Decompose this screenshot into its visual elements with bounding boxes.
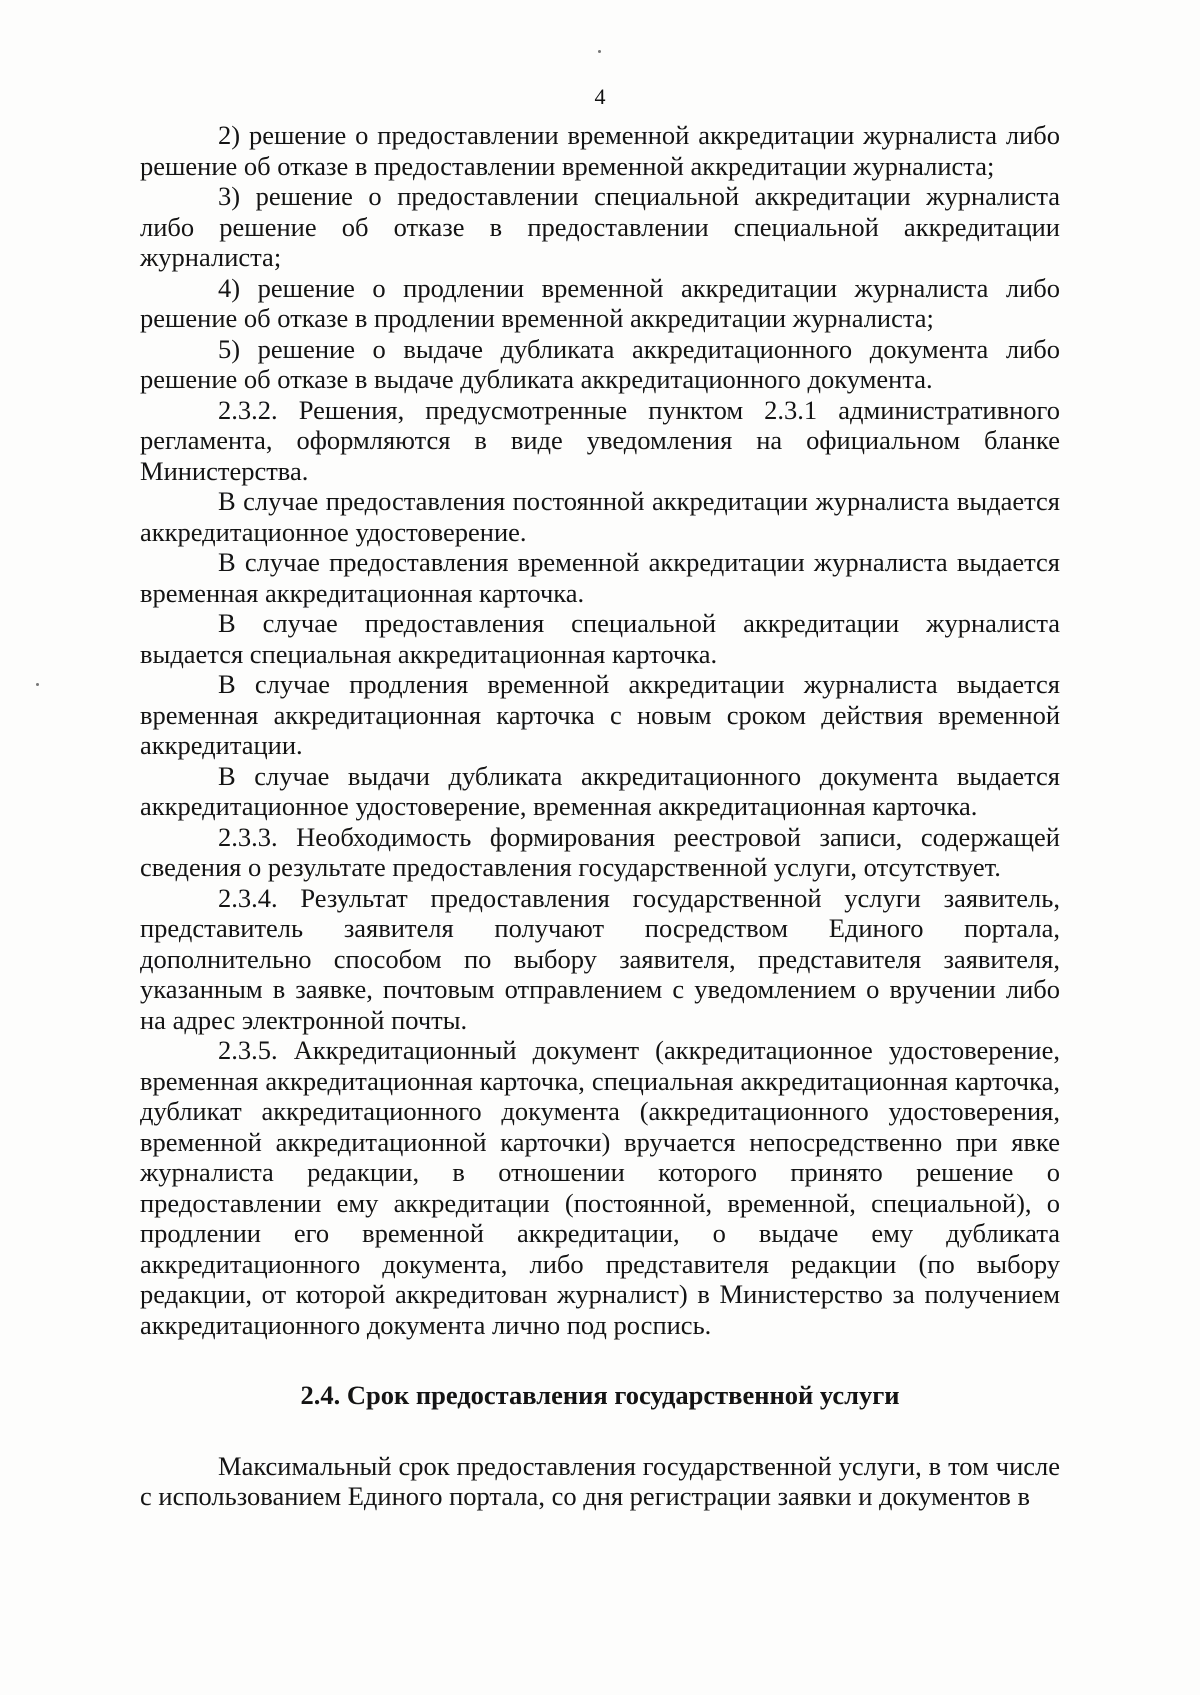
list-item-3: 3) решение о предоставлении специальной аккредитации журналиста либо решение об отказе в предоставлении специальной аккредитации журналиста; (140, 181, 1060, 272)
paragraph-temporary-accreditation: В случае предоставления временной аккредитации журналиста выдается временная аккредитационная карточка. (140, 547, 1060, 608)
document-body (140, 120, 1060, 1512)
list-item-2: 2) решение о предоставлении временной аккредитации журналиста либо решение об отказе в предоставлении временной аккредитации журналиста; (140, 120, 1060, 181)
list-item-4: 4) решение о продлении временной аккредитации журналиста либо решение об отказе в продлении временной аккредитации журналиста; (140, 272, 1060, 333)
scan-speck (36, 683, 39, 686)
clause-2-3-4: 2.3.4. Результат предоставления государственной услуги заявитель, представитель заявителя получают посредством Единого портала, дополнительно способом по выбору заявителя, представителя заявителя, указанным в заявке, почтовым отправлением с уведомлением о вручении либо на адрес электронной почты. (140, 882, 1060, 1035)
list-item-5: 5) решение о выдаче дубликата аккредитационного документа либо решение об отказе в выдаче дубликата аккредитационного документа. (140, 333, 1060, 394)
page-number: 4 (594, 84, 606, 109)
clause-2-3-2: 2.3.2. Решения, предусмотренные пунктом 2.3.1 административного регламента, оформляются в виде уведомления на официальном бланке Министерства. (140, 394, 1060, 486)
paragraph-extension: В случае продления временной аккредитации журналиста выдается временная аккредитационная карточка с новым сроком действия временной аккредитации. (140, 669, 1060, 760)
clause-2-3-5: 2.3.5. Аккредитационный документ (аккредитационное удостоверение, временная аккредитационная карточка, специальная аккредитационная карточка, дубликат аккредитационного документа (аккредитационного удостоверения, временной аккредитационной карточки) вручается непосредственно при явке журналиста редакции, в отношении которого принято решение о предоставлении ему аккредитации (постоянной, временной, специальной), о продлении его временной аккредитации, о выдаче ему дубликата аккредитационного документа, либо представителя редакции (по выбору редакции, от которой аккредитован журналист) в Министерство за получением аккредитационного документа лично под роспись. (140, 1035, 1060, 1340)
closing-paragraph: Максимальный срок предоставления государственной услуги, в том числе с использованием Единого портала, со дня регистрации заявки и документов в (140, 1450, 1060, 1511)
section-heading: 2.4. Срок предоставления государственной услуги (300, 1380, 900, 1410)
clause-2-3-3: 2.3.3. Необходимость формирования реестровой записи, содержащей сведения о результате предоставления государственной услуги, отсутствует. (140, 821, 1060, 882)
paragraph-duplicate: В случае выдачи дубликата аккредитационного документа выдается аккредитационное удостоверение, временная аккредитационная карточка. (140, 760, 1060, 821)
paragraph-special-accreditation: В случае предоставления специальной аккредитации журналиста выдается специальная аккредитационная карточка. (140, 608, 1060, 669)
paragraph-permanent-accreditation: В случае предоставления постоянной аккредитации журналиста выдается аккредитационное удостоверение. (140, 486, 1060, 547)
scan-speck (598, 50, 601, 53)
